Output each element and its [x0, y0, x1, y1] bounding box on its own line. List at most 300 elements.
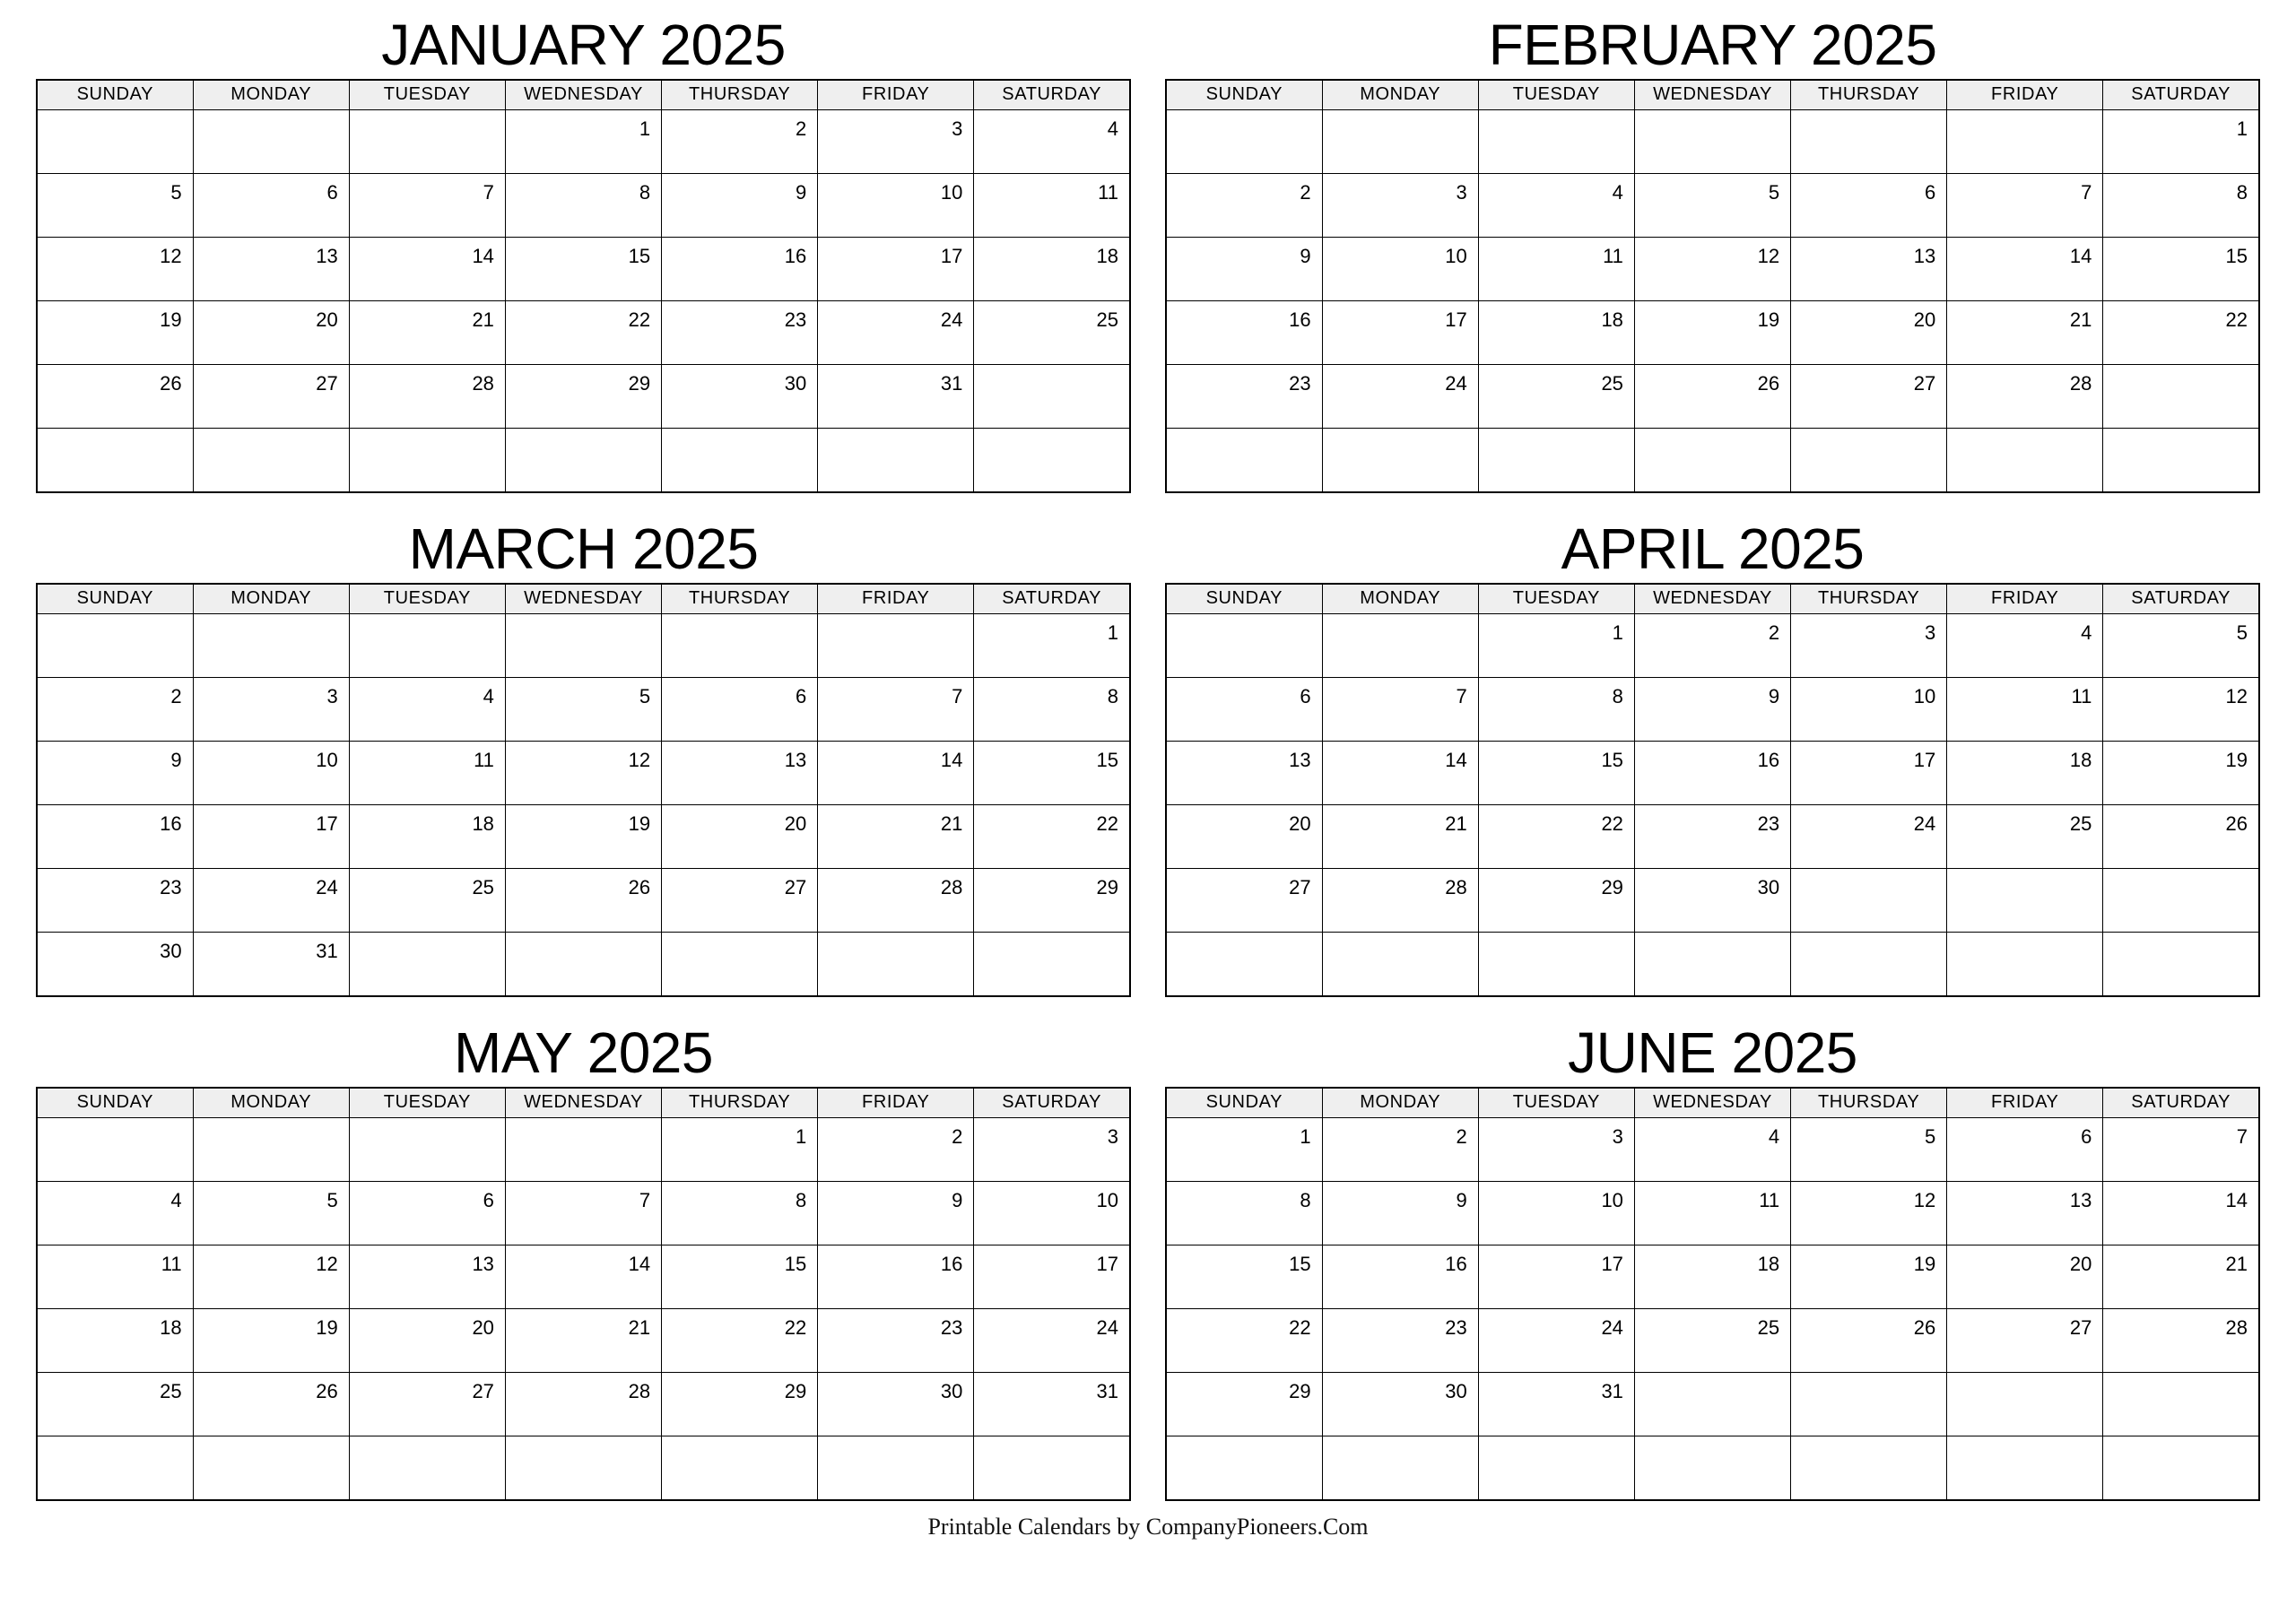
day-cell[interactable]: 26	[2103, 804, 2259, 868]
day-cell[interactable]: 19	[193, 1308, 349, 1372]
day-cell[interactable]: 26	[193, 1372, 349, 1436]
day-cell[interactable]	[1791, 868, 1947, 932]
day-cell[interactable]: 11	[37, 1245, 193, 1308]
day-cell[interactable]	[37, 109, 193, 173]
day-cell[interactable]: 5	[2103, 613, 2259, 677]
day-cell[interactable]: 12	[37, 237, 193, 300]
day-cell[interactable]	[349, 1436, 505, 1500]
week-row	[37, 1372, 1130, 1436]
day-cell[interactable]: 25	[349, 868, 505, 932]
day-cell[interactable]: 12	[193, 1245, 349, 1308]
day-cell[interactable]: 21	[349, 300, 505, 364]
day-cell[interactable]: 31	[818, 364, 974, 428]
day-cell[interactable]: 19	[1634, 300, 1790, 364]
day-cell[interactable]: 26	[37, 364, 193, 428]
day-cell[interactable]: 21	[2103, 1245, 2259, 1308]
day-cell[interactable]: 24	[1478, 1308, 1634, 1372]
day-cell[interactable]: 16	[818, 1245, 974, 1308]
day-cell[interactable]: 12	[1634, 237, 1790, 300]
day-cell[interactable]: 6	[1791, 173, 1947, 237]
day-cell[interactable]	[349, 428, 505, 492]
day-cell[interactable]: 19	[37, 300, 193, 364]
day-cell[interactable]: 19	[505, 804, 661, 868]
day-cell[interactable]: 1	[1166, 1117, 1322, 1181]
weekday-header: MONDAY	[193, 584, 349, 614]
day-cell[interactable]: 20	[1947, 1245, 2103, 1308]
day-cell[interactable]: 22	[1478, 804, 1634, 868]
weekday-header: FRIDAY	[818, 584, 974, 614]
day-cell[interactable]	[1791, 428, 1947, 492]
day-cell[interactable]: 9	[818, 1181, 974, 1245]
day-cell[interactable]	[505, 613, 661, 677]
day-cell[interactable]: 18	[349, 804, 505, 868]
day-cell[interactable]: 12	[1791, 1181, 1947, 1245]
day-cell[interactable]: 6	[1947, 1117, 2103, 1181]
weekday-header: THURSDAY	[1791, 80, 1947, 110]
day-cell[interactable]: 12	[2103, 677, 2259, 741]
day-cell[interactable]: 16	[37, 804, 193, 868]
weekday-header: SATURDAY	[974, 584, 1130, 614]
day-cell[interactable]: 7	[2103, 1117, 2259, 1181]
weekday-header-row	[1166, 1088, 2259, 1118]
day-cell[interactable]	[1478, 428, 1634, 492]
day-cell[interactable]	[1791, 932, 1947, 996]
day-cell[interactable]: 28	[2103, 1308, 2259, 1372]
day-cell[interactable]	[1947, 868, 2103, 932]
day-cell[interactable]: 24	[193, 868, 349, 932]
day-cell[interactable]: 21	[818, 804, 974, 868]
day-cell[interactable]	[349, 932, 505, 996]
day-cell[interactable]	[505, 428, 661, 492]
day-cell[interactable]: 27	[349, 1372, 505, 1436]
day-cell[interactable]: 7	[349, 173, 505, 237]
day-cell[interactable]: 15	[974, 741, 1130, 804]
day-cell[interactable]	[1634, 1436, 1790, 1500]
day-cell[interactable]: 22	[974, 804, 1130, 868]
day-cell[interactable]: 20	[349, 1308, 505, 1372]
day-cell[interactable]: 15	[1166, 1245, 1322, 1308]
month-table	[1165, 583, 2260, 997]
day-cell[interactable]: 15	[505, 237, 661, 300]
day-cell[interactable]: 15	[1478, 741, 1634, 804]
day-cell[interactable]: 18	[974, 237, 1130, 300]
weekday-header: MONDAY	[193, 80, 349, 110]
day-cell[interactable]	[1478, 109, 1634, 173]
day-cell[interactable]	[1322, 109, 1478, 173]
day-cell[interactable]: 16	[662, 237, 818, 300]
day-cell[interactable]: 8	[662, 1181, 818, 1245]
day-cell[interactable]: 20	[662, 804, 818, 868]
day-cell[interactable]: 21	[1947, 300, 2103, 364]
day-cell[interactable]	[974, 932, 1130, 996]
day-cell[interactable]	[1478, 932, 1634, 996]
day-cell[interactable]: 25	[1478, 364, 1634, 428]
day-cell[interactable]: 15	[2103, 237, 2259, 300]
day-cell[interactable]: 5	[505, 677, 661, 741]
day-cell[interactable]: 30	[37, 932, 193, 996]
day-cell[interactable]: 26	[505, 868, 661, 932]
day-cell[interactable]: 13	[193, 237, 349, 300]
day-cell[interactable]: 7	[1947, 173, 2103, 237]
day-cell[interactable]: 29	[974, 868, 1130, 932]
day-cell[interactable]: 26	[1634, 364, 1790, 428]
weekday-header: WEDNESDAY	[1634, 584, 1790, 614]
day-cell[interactable]	[1634, 428, 1790, 492]
day-cell[interactable]	[818, 428, 974, 492]
day-cell[interactable]	[193, 613, 349, 677]
day-cell[interactable]: 3	[974, 1117, 1130, 1181]
day-cell[interactable]: 4	[1947, 613, 2103, 677]
week-row	[37, 804, 1130, 868]
day-cell[interactable]: 17	[818, 237, 974, 300]
day-cell[interactable]	[505, 932, 661, 996]
day-cell[interactable]: 13	[662, 741, 818, 804]
day-cell[interactable]: 5	[1634, 173, 1790, 237]
month-title: JUNE 2025	[1568, 1020, 1857, 1085]
day-cell[interactable]	[37, 1117, 193, 1181]
day-cell[interactable]: 2	[37, 677, 193, 741]
day-cell[interactable]: 23	[37, 868, 193, 932]
week-row	[1166, 613, 2259, 677]
day-cell[interactable]	[37, 428, 193, 492]
day-cell[interactable]: 21	[1322, 804, 1478, 868]
day-cell[interactable]	[1947, 1436, 2103, 1500]
day-cell[interactable]: 9	[37, 741, 193, 804]
day-cell[interactable]	[349, 109, 505, 173]
day-cell[interactable]: 1	[974, 613, 1130, 677]
day-cell[interactable]: 7	[818, 677, 974, 741]
weekday-header-row	[1166, 80, 2259, 110]
day-cell[interactable]: 10	[818, 173, 974, 237]
week-row	[37, 237, 1130, 300]
day-cell[interactable]: 30	[1634, 868, 1790, 932]
day-cell[interactable]: 6	[349, 1181, 505, 1245]
week-row	[1166, 237, 2259, 300]
weekday-header: TUESDAY	[1478, 80, 1634, 110]
day-cell[interactable]: 7	[1322, 677, 1478, 741]
day-cell[interactable]	[974, 428, 1130, 492]
day-cell[interactable]: 28	[818, 868, 974, 932]
day-cell[interactable]: 10	[193, 741, 349, 804]
day-cell[interactable]: 10	[1478, 1181, 1634, 1245]
day-cell[interactable]	[349, 1117, 505, 1181]
weekday-header: SUNDAY	[37, 80, 193, 110]
day-cell[interactable]	[2103, 1436, 2259, 1500]
week-row	[1166, 173, 2259, 237]
month-block	[36, 1020, 1131, 1501]
day-cell[interactable]: 6	[662, 677, 818, 741]
day-cell[interactable]: 9	[1166, 237, 1322, 300]
day-cell[interactable]: 29	[1166, 1372, 1322, 1436]
day-cell[interactable]: 13	[1791, 237, 1947, 300]
day-cell[interactable]: 8	[974, 677, 1130, 741]
day-cell[interactable]: 5	[1791, 1117, 1947, 1181]
day-cell[interactable]	[818, 613, 974, 677]
day-cell[interactable]: 27	[1791, 364, 1947, 428]
day-cell[interactable]: 1	[662, 1117, 818, 1181]
day-cell[interactable]: 10	[974, 1181, 1130, 1245]
day-cell[interactable]	[818, 1436, 974, 1500]
weekday-header: MONDAY	[193, 1088, 349, 1118]
day-cell[interactable]: 29	[662, 1372, 818, 1436]
weekday-header: SUNDAY	[1166, 584, 1322, 614]
day-cell[interactable]: 11	[1634, 1181, 1790, 1245]
day-cell[interactable]: 4	[1634, 1117, 1790, 1181]
day-cell[interactable]	[974, 364, 1130, 428]
day-cell[interactable]: 2	[1634, 613, 1790, 677]
day-cell[interactable]: 3	[818, 109, 974, 173]
day-cell[interactable]: 26	[1791, 1308, 1947, 1372]
day-cell[interactable]: 23	[1634, 804, 1790, 868]
day-cell[interactable]: 18	[1478, 300, 1634, 364]
day-cell[interactable]: 2	[1322, 1117, 1478, 1181]
day-cell[interactable]: 14	[2103, 1181, 2259, 1245]
day-cell[interactable]: 18	[37, 1308, 193, 1372]
day-cell[interactable]: 8	[2103, 173, 2259, 237]
day-cell[interactable]	[1791, 1372, 1947, 1436]
day-cell[interactable]: 24	[974, 1308, 1130, 1372]
day-cell[interactable]: 8	[1478, 677, 1634, 741]
day-cell[interactable]: 1	[1478, 613, 1634, 677]
day-cell[interactable]	[1947, 109, 2103, 173]
weekday-header: TUESDAY	[1478, 584, 1634, 614]
day-cell[interactable]: 13	[1947, 1181, 2103, 1245]
day-cell[interactable]: 9	[1322, 1181, 1478, 1245]
day-cell[interactable]: 2	[662, 109, 818, 173]
day-cell[interactable]: 22	[662, 1308, 818, 1372]
day-cell[interactable]	[2103, 428, 2259, 492]
day-cell[interactable]: 17	[1322, 300, 1478, 364]
day-cell[interactable]: 8	[1166, 1181, 1322, 1245]
week-row	[1166, 932, 2259, 996]
day-cell[interactable]: 4	[974, 109, 1130, 173]
day-cell[interactable]: 21	[505, 1308, 661, 1372]
day-cell[interactable]: 25	[37, 1372, 193, 1436]
day-cell[interactable]: 14	[1947, 237, 2103, 300]
day-cell[interactable]: 25	[974, 300, 1130, 364]
day-cell[interactable]	[1166, 932, 1322, 996]
day-cell[interactable]: 13	[1166, 741, 1322, 804]
day-cell[interactable]: 23	[662, 300, 818, 364]
day-cell[interactable]	[1791, 1436, 1947, 1500]
week-row	[37, 173, 1130, 237]
day-cell[interactable]: 2	[818, 1117, 974, 1181]
day-cell[interactable]: 28	[505, 1372, 661, 1436]
day-cell[interactable]: 30	[662, 364, 818, 428]
day-cell[interactable]	[505, 1436, 661, 1500]
day-cell[interactable]: 31	[193, 932, 349, 996]
day-cell[interactable]: 23	[1166, 364, 1322, 428]
day-cell[interactable]: 18	[1634, 1245, 1790, 1308]
day-cell[interactable]: 16	[1166, 300, 1322, 364]
day-cell[interactable]	[974, 1436, 1130, 1500]
day-cell[interactable]	[2103, 932, 2259, 996]
weekday-header: SUNDAY	[37, 584, 193, 614]
weekday-header: TUESDAY	[349, 1088, 505, 1118]
day-cell[interactable]: 19	[2103, 741, 2259, 804]
day-cell[interactable]	[349, 613, 505, 677]
weekday-header-row	[37, 1088, 1130, 1118]
day-cell[interactable]: 4	[1478, 173, 1634, 237]
weekday-header: MONDAY	[1322, 1088, 1478, 1118]
day-cell[interactable]: 31	[1478, 1372, 1634, 1436]
month-block	[36, 13, 1131, 493]
day-cell[interactable]	[1634, 932, 1790, 996]
day-cell[interactable]: 3	[193, 677, 349, 741]
day-cell[interactable]: 4	[37, 1181, 193, 1245]
day-cell[interactable]	[2103, 364, 2259, 428]
day-cell[interactable]: 5	[193, 1181, 349, 1245]
day-cell[interactable]	[1166, 428, 1322, 492]
day-cell[interactable]: 13	[349, 1245, 505, 1308]
day-cell[interactable]	[1322, 613, 1478, 677]
day-cell[interactable]: 14	[818, 741, 974, 804]
day-cell[interactable]	[662, 1436, 818, 1500]
day-cell[interactable]: 16	[1634, 741, 1790, 804]
day-cell[interactable]: 30	[1322, 1372, 1478, 1436]
day-cell[interactable]: 4	[349, 677, 505, 741]
day-cell[interactable]: 29	[1478, 868, 1634, 932]
day-cell[interactable]	[1322, 428, 1478, 492]
day-cell[interactable]	[37, 613, 193, 677]
day-cell[interactable]: 24	[818, 300, 974, 364]
day-cell[interactable]	[1322, 932, 1478, 996]
day-cell[interactable]: 17	[1478, 1245, 1634, 1308]
day-cell[interactable]	[193, 1117, 349, 1181]
month-table	[1165, 79, 2260, 493]
day-cell[interactable]	[505, 1117, 661, 1181]
day-cell[interactable]	[1166, 109, 1322, 173]
day-cell[interactable]	[1166, 613, 1322, 677]
day-cell[interactable]	[1947, 1372, 2103, 1436]
weekday-header: THURSDAY	[662, 584, 818, 614]
day-cell[interactable]	[193, 1436, 349, 1500]
day-cell[interactable]: 22	[2103, 300, 2259, 364]
month-title: APRIL 2025	[1561, 516, 1865, 581]
day-cell[interactable]: 30	[818, 1372, 974, 1436]
weekday-header: FRIDAY	[818, 80, 974, 110]
day-cell[interactable]: 1	[2103, 109, 2259, 173]
day-cell[interactable]	[1634, 109, 1790, 173]
day-cell[interactable]: 27	[193, 364, 349, 428]
day-cell[interactable]: 17	[974, 1245, 1130, 1308]
day-cell[interactable]	[1478, 1436, 1634, 1500]
weekday-header: WEDNESDAY	[505, 584, 661, 614]
weekday-header: SUNDAY	[1166, 80, 1322, 110]
day-cell[interactable]	[1322, 1436, 1478, 1500]
day-cell[interactable]	[193, 428, 349, 492]
day-cell[interactable]: 9	[1634, 677, 1790, 741]
day-cell[interactable]: 22	[1166, 1308, 1322, 1372]
day-cell[interactable]	[662, 613, 818, 677]
day-cell[interactable]: 9	[662, 173, 818, 237]
day-cell[interactable]: 28	[1947, 364, 2103, 428]
weekday-header: TUESDAY	[349, 80, 505, 110]
day-cell[interactable]	[1634, 1372, 1790, 1436]
day-cell[interactable]: 15	[662, 1245, 818, 1308]
day-cell[interactable]: 3	[1478, 1117, 1634, 1181]
day-cell[interactable]: 14	[505, 1245, 661, 1308]
day-cell[interactable]: 12	[505, 741, 661, 804]
day-cell[interactable]: 23	[1322, 1308, 1478, 1372]
day-cell[interactable]: 27	[1947, 1308, 2103, 1372]
day-cell[interactable]: 3	[1791, 613, 1947, 677]
day-cell[interactable]: 6	[1166, 677, 1322, 741]
day-cell[interactable]: 19	[1791, 1245, 1947, 1308]
week-row	[37, 741, 1130, 804]
week-row	[1166, 364, 2259, 428]
day-cell[interactable]	[662, 428, 818, 492]
day-cell[interactable]	[1791, 109, 1947, 173]
day-cell[interactable]	[193, 109, 349, 173]
day-cell[interactable]: 25	[1634, 1308, 1790, 1372]
day-cell[interactable]: 11	[1947, 677, 2103, 741]
day-cell[interactable]: 27	[662, 868, 818, 932]
day-cell[interactable]: 27	[1166, 868, 1322, 932]
week-row	[37, 1117, 1130, 1181]
day-cell[interactable]	[37, 1436, 193, 1500]
day-cell[interactable]	[662, 932, 818, 996]
day-cell[interactable]: 17	[1791, 741, 1947, 804]
day-cell[interactable]	[1166, 1436, 1322, 1500]
day-cell[interactable]	[1947, 428, 2103, 492]
day-cell[interactable]: 7	[505, 1181, 661, 1245]
day-cell[interactable]: 14	[1322, 741, 1478, 804]
day-cell[interactable]: 20	[193, 300, 349, 364]
day-cell[interactable]: 20	[1166, 804, 1322, 868]
month-table	[36, 583, 1131, 997]
day-cell[interactable]: 3	[1322, 173, 1478, 237]
day-cell[interactable]: 28	[349, 364, 505, 428]
weekday-header-row	[1166, 584, 2259, 614]
day-cell[interactable]: 11	[349, 741, 505, 804]
day-cell[interactable]: 28	[1322, 868, 1478, 932]
day-cell[interactable]: 6	[193, 173, 349, 237]
day-cell[interactable]	[818, 932, 974, 996]
week-row	[1166, 1117, 2259, 1181]
day-cell[interactable]: 20	[1791, 300, 1947, 364]
week-row	[37, 1436, 1130, 1500]
day-cell[interactable]: 29	[505, 364, 661, 428]
day-cell[interactable]: 11	[974, 173, 1130, 237]
day-cell[interactable]: 24	[1322, 364, 1478, 428]
day-cell[interactable]: 31	[974, 1372, 1130, 1436]
day-cell[interactable]	[2103, 868, 2259, 932]
day-cell[interactable]: 25	[1947, 804, 2103, 868]
day-cell[interactable]: 18	[1947, 741, 2103, 804]
day-cell[interactable]: 23	[818, 1308, 974, 1372]
day-cell[interactable]: 2	[1166, 173, 1322, 237]
day-cell[interactable]: 10	[1791, 677, 1947, 741]
week-row	[37, 1308, 1130, 1372]
day-cell[interactable]: 16	[1322, 1245, 1478, 1308]
weekday-header: SATURDAY	[2103, 1088, 2259, 1118]
day-cell[interactable]	[2103, 1372, 2259, 1436]
day-cell[interactable]: 1	[505, 109, 661, 173]
day-cell[interactable]	[1947, 932, 2103, 996]
day-cell[interactable]: 17	[193, 804, 349, 868]
week-row	[37, 932, 1130, 996]
day-cell[interactable]: 10	[1322, 237, 1478, 300]
day-cell[interactable]: 5	[37, 173, 193, 237]
day-cell[interactable]: 14	[349, 237, 505, 300]
day-cell[interactable]: 8	[505, 173, 661, 237]
month-block	[1165, 516, 2260, 997]
day-cell[interactable]: 11	[1478, 237, 1634, 300]
day-cell[interactable]: 24	[1791, 804, 1947, 868]
month-table	[36, 79, 1131, 493]
day-cell[interactable]: 22	[505, 300, 661, 364]
